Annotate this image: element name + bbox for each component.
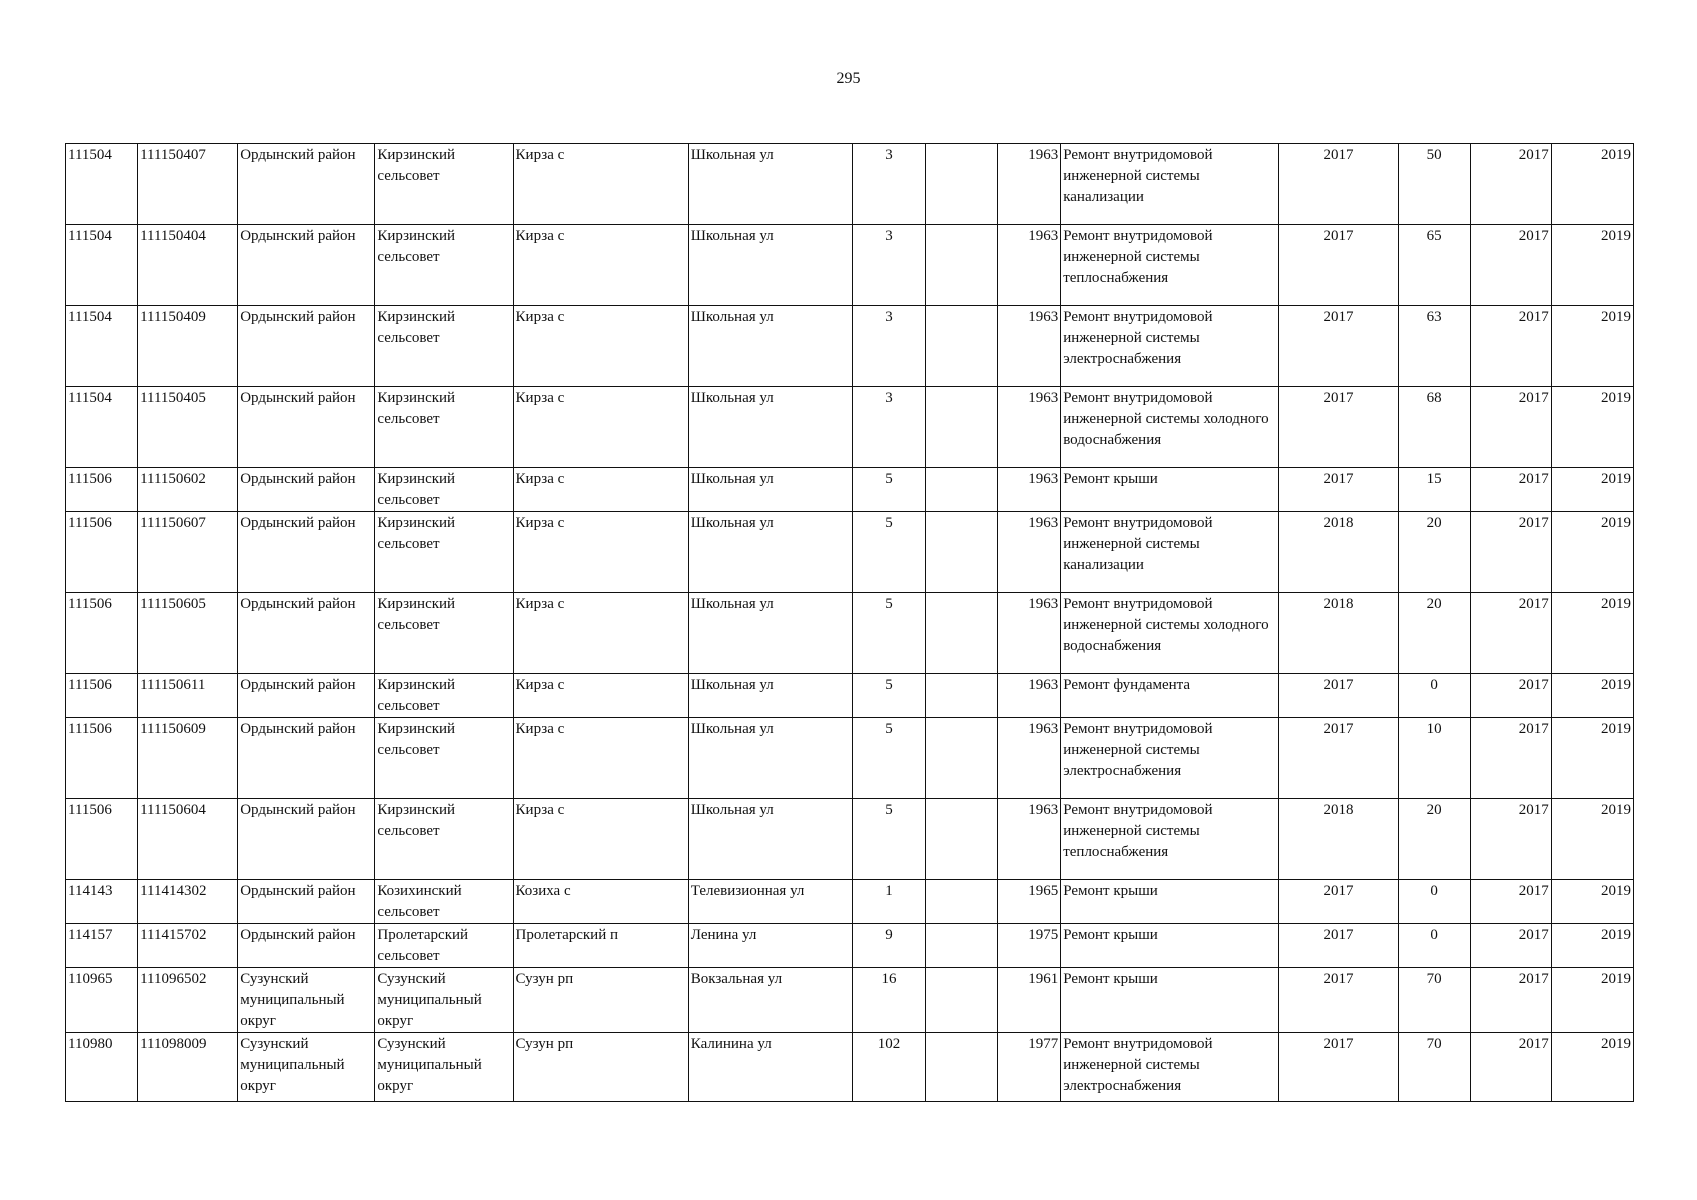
table-row [66,387,1634,468]
table-row [66,718,1634,799]
cell-plan-year: 2017 [1279,1033,1398,1102]
cell-plan-year: 2017 [1279,674,1398,718]
cell-house-code: 111506 [66,593,138,674]
cell-house-code: 111506 [66,512,138,593]
page-number: 295 [836,70,861,87]
cell-year-built: 1975 [998,924,1061,968]
cell-district: Сузунский муниципальный округ [238,968,375,1033]
cell-year-built: 1963 [998,718,1061,799]
cell-street: Школьная ул [688,468,852,512]
registry-table [65,143,1634,1102]
cell-end-year: 2019 [1551,387,1633,468]
cell-start-year: 2017 [1470,718,1551,799]
cell-street: Школьная ул [688,512,852,593]
cell-year-built: 1963 [998,512,1061,593]
cell-year-built: 1977 [998,1033,1061,1102]
table-row [66,799,1634,880]
cell-plan-year: 2018 [1279,593,1398,674]
cell-building [926,225,998,306]
table-row [66,674,1634,718]
cell-settlement: Сузунский муниципальный округ [375,968,513,1033]
cell-house-code: 111506 [66,799,138,880]
cell-wear-percent: 0 [1398,924,1470,968]
cell-locality: Кирза с [513,512,688,593]
cell-year-built: 1963 [998,387,1061,468]
cell-settlement: Кирзинский сельсовет [375,799,513,880]
cell-object-code: 111150602 [138,468,238,512]
cell-district: Ордынский район [238,512,375,593]
cell-settlement: Кирзинский сельсовет [375,144,513,225]
cell-object-code: 111150407 [138,144,238,225]
cell-settlement: Кирзинский сельсовет [375,387,513,468]
cell-district: Ордынский район [238,306,375,387]
cell-end-year: 2019 [1551,593,1633,674]
cell-locality: Кирза с [513,718,688,799]
cell-object-code: 111098009 [138,1033,238,1102]
cell-house-number: 5 [852,593,925,674]
cell-year-built: 1963 [998,799,1061,880]
cell-house-number: 102 [852,1033,925,1102]
cell-settlement: Кирзинский сельсовет [375,512,513,593]
cell-wear-percent: 20 [1398,593,1470,674]
cell-settlement: Козихинский сельсовет [375,880,513,924]
cell-plan-year: 2017 [1279,306,1398,387]
cell-house-number: 16 [852,968,925,1033]
cell-street: Школьная ул [688,593,852,674]
cell-building [926,468,998,512]
cell-year-built: 1961 [998,968,1061,1033]
cell-wear-percent: 63 [1398,306,1470,387]
cell-district: Ордынский район [238,924,375,968]
cell-locality: Кирза с [513,674,688,718]
cell-work-type: Ремонт внутридомовой инженерной системы холодного водоснабжения [1061,387,1279,468]
cell-plan-year: 2017 [1279,718,1398,799]
cell-house-number: 3 [852,306,925,387]
cell-wear-percent: 70 [1398,1033,1470,1102]
cell-district: Ордынский район [238,593,375,674]
cell-wear-percent: 68 [1398,387,1470,468]
cell-building [926,306,998,387]
cell-plan-year: 2018 [1279,799,1398,880]
cell-settlement: Кирзинский сельсовет [375,718,513,799]
cell-plan-year: 2017 [1279,968,1398,1033]
cell-work-type: Ремонт внутридомовой инженерной системы теплоснабжения [1061,225,1279,306]
cell-plan-year: 2017 [1279,387,1398,468]
cell-settlement: Кирзинский сельсовет [375,674,513,718]
cell-district: Ордынский район [238,799,375,880]
cell-wear-percent: 15 [1398,468,1470,512]
cell-building [926,880,998,924]
cell-building [926,718,998,799]
cell-locality: Сузун рп [513,1033,688,1102]
cell-object-code: 111414302 [138,880,238,924]
cell-plan-year: 2017 [1279,924,1398,968]
cell-street: Школьная ул [688,718,852,799]
cell-wear-percent: 0 [1398,880,1470,924]
cell-house-code: 114157 [66,924,138,968]
cell-house-code: 110965 [66,968,138,1033]
cell-start-year: 2017 [1470,799,1551,880]
cell-end-year: 2019 [1551,512,1633,593]
cell-work-type: Ремонт крыши [1061,468,1279,512]
cell-street: Школьная ул [688,306,852,387]
cell-start-year: 2017 [1470,144,1551,225]
cell-settlement: Кирзинский сельсовет [375,593,513,674]
cell-building [926,924,998,968]
cell-street: Ленина ул [688,924,852,968]
cell-plan-year: 2017 [1279,880,1398,924]
cell-house-code: 111504 [66,225,138,306]
table-row [66,593,1634,674]
cell-house-code: 114143 [66,880,138,924]
cell-work-type: Ремонт внутридомовой инженерной системы электроснабжения [1061,1033,1279,1102]
cell-street: Телевизионная ул [688,880,852,924]
cell-house-number: 3 [852,144,925,225]
cell-building [926,674,998,718]
cell-end-year: 2019 [1551,674,1633,718]
cell-object-code: 111150607 [138,512,238,593]
cell-work-type: Ремонт крыши [1061,968,1279,1033]
cell-work-type: Ремонт крыши [1061,880,1279,924]
cell-start-year: 2017 [1470,225,1551,306]
cell-house-number: 5 [852,512,925,593]
cell-settlement: Кирзинский сельсовет [375,306,513,387]
table-row [66,1033,1634,1102]
cell-object-code: 111150409 [138,306,238,387]
cell-street: Школьная ул [688,674,852,718]
cell-work-type: Ремонт внутридомовой инженерной системы канализации [1061,144,1279,225]
cell-start-year: 2017 [1470,880,1551,924]
cell-end-year: 2019 [1551,880,1633,924]
cell-start-year: 2017 [1470,306,1551,387]
cell-district: Ордынский район [238,718,375,799]
cell-plan-year: 2018 [1279,512,1398,593]
cell-street: Школьная ул [688,144,852,225]
cell-settlement: Кирзинский сельсовет [375,468,513,512]
cell-district: Сузунский муниципальный округ [238,1033,375,1102]
cell-plan-year: 2017 [1279,225,1398,306]
cell-locality: Кирза с [513,468,688,512]
cell-house-number: 9 [852,924,925,968]
cell-street: Школьная ул [688,225,852,306]
cell-end-year: 2019 [1551,924,1633,968]
cell-start-year: 2017 [1470,674,1551,718]
cell-district: Ордынский район [238,674,375,718]
cell-district: Ордынский район [238,144,375,225]
cell-building [926,512,998,593]
cell-object-code: 111150611 [138,674,238,718]
cell-start-year: 2017 [1470,468,1551,512]
cell-settlement: Кирзинский сельсовет [375,225,513,306]
cell-house-code: 111506 [66,674,138,718]
cell-year-built: 1963 [998,225,1061,306]
cell-end-year: 2019 [1551,225,1633,306]
cell-locality: Кирза с [513,225,688,306]
cell-house-code: 111506 [66,718,138,799]
cell-wear-percent: 20 [1398,512,1470,593]
cell-year-built: 1963 [998,674,1061,718]
cell-building [926,1033,998,1102]
table-row [66,225,1634,306]
cell-house-number: 1 [852,880,925,924]
cell-end-year: 2019 [1551,306,1633,387]
cell-work-type: Ремонт внутридомовой инженерной системы холодного водоснабжения [1061,593,1279,674]
cell-year-built: 1963 [998,306,1061,387]
cell-year-built: 1963 [998,468,1061,512]
cell-locality: Кирза с [513,387,688,468]
table-row [66,512,1634,593]
cell-house-code: 110980 [66,1033,138,1102]
cell-start-year: 2017 [1470,968,1551,1033]
table-row [66,880,1634,924]
cell-house-number: 5 [852,674,925,718]
cell-house-code: 111504 [66,306,138,387]
cell-house-number: 5 [852,468,925,512]
cell-house-number: 3 [852,387,925,468]
cell-street: Вокзальная ул [688,968,852,1033]
cell-district: Ордынский район [238,387,375,468]
cell-street: Школьная ул [688,799,852,880]
cell-house-code: 111504 [66,144,138,225]
cell-locality: Кирза с [513,306,688,387]
cell-district: Ордынский район [238,880,375,924]
table-row [66,306,1634,387]
cell-start-year: 2017 [1470,1033,1551,1102]
cell-wear-percent: 65 [1398,225,1470,306]
table-body [66,144,1634,1102]
cell-locality: Сузун рп [513,968,688,1033]
cell-plan-year: 2017 [1279,144,1398,225]
cell-object-code: 111150605 [138,593,238,674]
cell-building [926,799,998,880]
cell-start-year: 2017 [1470,924,1551,968]
cell-year-built: 1963 [998,144,1061,225]
cell-locality: Кирза с [513,593,688,674]
table-row [66,468,1634,512]
cell-work-type: Ремонт крыши [1061,924,1279,968]
cell-building [926,144,998,225]
cell-locality: Кирза с [513,799,688,880]
cell-settlement: Сузунский муниципальный округ [375,1033,513,1102]
cell-house-code: 111504 [66,387,138,468]
cell-work-type: Ремонт внутридомовой инженерной системы теплоснабжения [1061,799,1279,880]
cell-wear-percent: 0 [1398,674,1470,718]
cell-work-type: Ремонт внутридомовой инженерной системы канализации [1061,512,1279,593]
cell-street: Калинина ул [688,1033,852,1102]
table-row [66,968,1634,1033]
cell-building [926,593,998,674]
cell-start-year: 2017 [1470,387,1551,468]
cell-start-year: 2017 [1470,512,1551,593]
cell-building [926,387,998,468]
table-row [66,144,1634,225]
cell-plan-year: 2017 [1279,468,1398,512]
cell-object-code: 111150404 [138,225,238,306]
cell-object-code: 111150604 [138,799,238,880]
cell-work-type: Ремонт фундамента [1061,674,1279,718]
cell-locality: Пролетарский п [513,924,688,968]
cell-year-built: 1963 [998,593,1061,674]
cell-end-year: 2019 [1551,144,1633,225]
cell-object-code: 111096502 [138,968,238,1033]
cell-wear-percent: 10 [1398,718,1470,799]
cell-locality: Кирза с [513,144,688,225]
cell-district: Ордынский район [238,468,375,512]
cell-house-code: 111506 [66,468,138,512]
cell-work-type: Ремонт внутридомовой инженерной системы электроснабжения [1061,306,1279,387]
cell-street: Школьная ул [688,387,852,468]
cell-building [926,968,998,1033]
cell-locality: Козиха с [513,880,688,924]
cell-house-number: 5 [852,718,925,799]
cell-object-code: 111150405 [138,387,238,468]
cell-wear-percent: 20 [1398,799,1470,880]
cell-end-year: 2019 [1551,468,1633,512]
cell-end-year: 2019 [1551,718,1633,799]
cell-end-year: 2019 [1551,799,1633,880]
cell-wear-percent: 70 [1398,968,1470,1033]
cell-start-year: 2017 [1470,593,1551,674]
cell-house-number: 5 [852,799,925,880]
cell-district: Ордынский район [238,225,375,306]
cell-house-number: 3 [852,225,925,306]
cell-end-year: 2019 [1551,1033,1633,1102]
cell-object-code: 111150609 [138,718,238,799]
cell-work-type: Ремонт внутридомовой инженерной системы электроснабжения [1061,718,1279,799]
table-row [66,924,1634,968]
cell-object-code: 111415702 [138,924,238,968]
cell-year-built: 1965 [998,880,1061,924]
cell-end-year: 2019 [1551,968,1633,1033]
cell-wear-percent: 50 [1398,144,1470,225]
cell-settlement: Пролетарский сельсовет [375,924,513,968]
